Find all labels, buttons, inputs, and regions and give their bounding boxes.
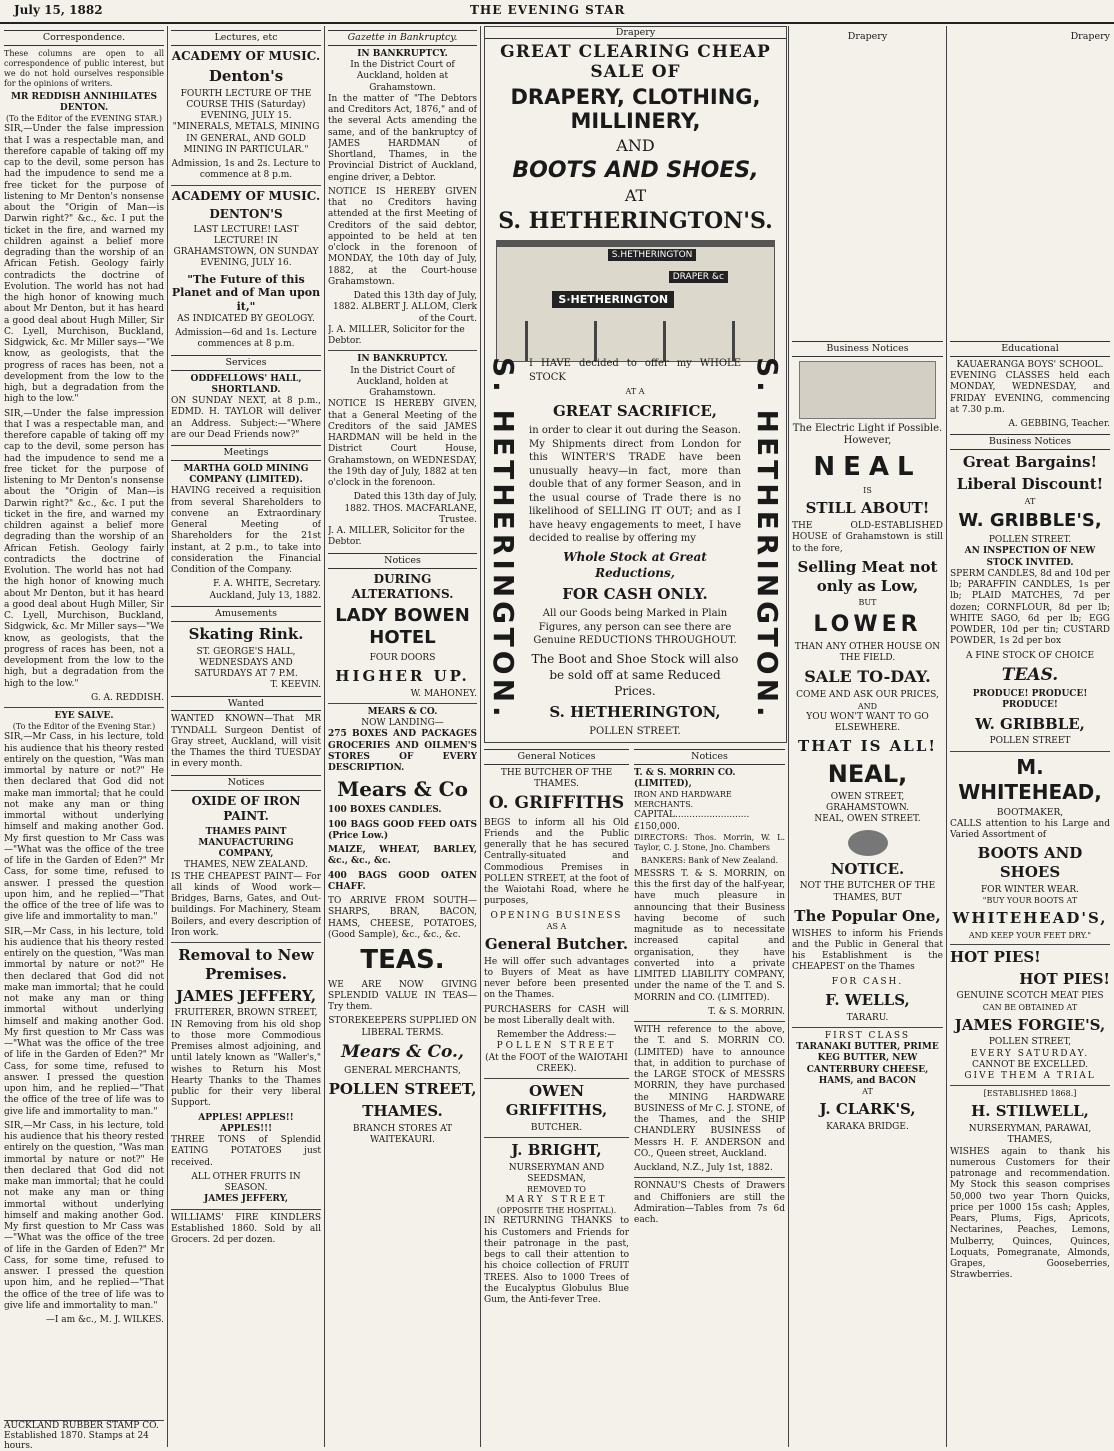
ad-heading: DRAPERY, CLOTHING, MILLINERY, xyxy=(510,85,761,133)
ad-heading: OWEN GRIFFITHS, xyxy=(505,1082,608,1119)
letter-body: SIR,—Mr Cass, in his lecture, told his audience that his theory rested entirely on the question, "Was man immortal by nature or not?" He then declared that God did not make man immortal; that he could not make any man or thing immortal without underlying himself and making another God. My first question to Mr Cass was—"What was the office of the tree of life in the Garden of Eden?" Mr Cass, for some time, refused to answer. I pressed the question upon him, and he replied—"That the office of the tree of life was to give life and immortality to man." xyxy=(4,732,164,923)
section-title: Notices xyxy=(171,775,321,791)
ad-text: FRUITERER, BROWN STREET, xyxy=(174,1008,318,1019)
ad-heading: HOT PIES! xyxy=(1019,969,1110,988)
ad-signature: T. & S. MORRIN. xyxy=(708,1006,785,1017)
ad-text: GIVE THEM A TRIAL xyxy=(964,1071,1096,1082)
ad-text: STOREKEEPERS SUPPLIED ON LIBERAL TERMS. xyxy=(328,1016,477,1038)
ad-text: All our Goods being Marked in Plain Figures, any person can see there are Genuine REDUCTIONS THROUGHOUT. xyxy=(533,608,737,647)
ad-text: WEDNESDAYS AND SATURDAYS AT 7 P.M. xyxy=(194,657,298,679)
ad-text: IN Removing from his old shop to those more Commodious Premises almost adjoining, and until lately known as "Waller's," wishes to Return his Most Hearty Thanks to the Thames public for their very liberal Support. xyxy=(171,1019,321,1109)
ad-heading: HOT PIES! xyxy=(950,947,1041,966)
ad-text: FOR WINTER WEAR. xyxy=(980,884,1080,895)
vertical-name: S. HETHERINGTON. xyxy=(751,357,784,721)
section-title: Gazette in Bankruptcy. xyxy=(328,30,477,46)
ad-heading: M. WHITEHEAD, xyxy=(958,754,1102,804)
ad-text: WILLIAMS' FIRE KINDLERS Established 1860. Sold by all Grocers. 2d per dozen. xyxy=(171,1212,321,1245)
ad-heading: HIGHER UP. xyxy=(335,666,470,685)
correspondence-column xyxy=(4,26,164,1447)
ad-heading: S. HETHERINGTON'S. xyxy=(498,208,773,234)
ad-heading: T. & S. MORRIN CO. (LIMITED), xyxy=(634,767,736,790)
ad-heading: The Popular One, xyxy=(794,906,941,925)
ad-text: DIRECTORS: Thos. Morrin, W. L. Taylor, C. J. Stone, Jno. Chambers xyxy=(634,832,785,852)
ad-heading: OXIDE OF IRON PAINT. xyxy=(191,793,301,823)
ad-text: Admission—6d and 1s. Lecture commences at 8 p.m. xyxy=(175,328,317,350)
section-title: Services xyxy=(171,355,321,371)
hetherington-body xyxy=(529,357,741,737)
ad-text: WE ARE NOW GIVING SPLENDID VALUE IN TEAS—Try them. xyxy=(328,979,477,1012)
ad-text: AT xyxy=(862,1087,873,1096)
letter-addressee: (To the Editor of the EVENING STAR.) xyxy=(5,114,163,124)
section-title: Drapery xyxy=(485,27,786,39)
ad-text: BOOTMAKER, xyxy=(996,807,1064,818)
ad-text: However, xyxy=(843,435,892,447)
ad-text: YOU WON'T WANT TO GO ELSEWHERE. xyxy=(806,711,929,733)
ad-text: AS A xyxy=(546,921,567,931)
ad-heading: O. GRIFFITHS xyxy=(488,793,625,814)
ad-text: OWEN STREET, GRAHAMSTOWN. xyxy=(826,791,909,813)
ad-text: BRANCH STORES AT WAITEKAURI. xyxy=(352,1123,453,1145)
ad-text: ALL OTHER FRUITS IN SEASON. xyxy=(191,1171,301,1193)
hetherington-ad xyxy=(484,26,787,743)
ad-text: MESSRS T. & S. MORRIN, on this the first day of the half-year, have much pleasure in announcing that their Business having become of such magnitude as to necessitate increased capital and organisation, they have converted into a private LIMITED LIABILITY COMPANY, under the name of the T. and S. MORRIN and CO. (LIMITED). xyxy=(634,868,785,1003)
section-title: Business Notices xyxy=(792,341,943,357)
ad-text: MARY STREET xyxy=(505,1195,608,1206)
ad-heading: NOTICE. xyxy=(830,859,905,878)
ad-text: Auckland, N.Z., July 1st, 1882. xyxy=(634,1163,773,1174)
ad-text: OPENING BUSINESS xyxy=(490,910,623,921)
ad-heading: SALE TO-DAY. xyxy=(804,667,931,687)
vertical-name: S. HETHERINGTON. xyxy=(487,357,520,721)
ad-text: IS THE CHEAPEST PAINT— For all kinds of Wood work—Bridges, Barns, Gates, and Out-buildings. For Machinery, Steam Boilers, and every description of Iron work. xyxy=(171,871,321,938)
ad-heading: W. GRIBBLE'S, xyxy=(958,509,1102,531)
ad-text: 100 BAGS GOOD FEED OATS (Price Low.) xyxy=(328,819,477,841)
ad-heading: TEAS. xyxy=(360,945,445,975)
ad-text: NURSERYMAN AND SEEDSMAN, xyxy=(508,1162,605,1184)
ad-signature: A. GEBBING, Teacher. xyxy=(1008,419,1110,429)
ad-heading: JAMES JEFFERY, xyxy=(175,986,317,1005)
ad-heading: F. WELLS, xyxy=(825,990,910,1009)
ad-text: ST. GEORGE'S HALL, xyxy=(196,646,296,657)
ad-heading: STILL ABOUT! xyxy=(805,499,930,518)
letter-signature: G. A. REDDISH. xyxy=(90,692,164,703)
column-rule xyxy=(788,26,789,1447)
ad-heading: NEAL xyxy=(813,451,922,482)
ad-text: He will offer such advantages to Buyers of Meat as have never before been presented on the Thames. xyxy=(484,956,629,1001)
ad-heading: Liberal Discount! xyxy=(956,474,1104,493)
general-notices-column xyxy=(484,745,629,1447)
ad-heading: MEARS & CO. xyxy=(367,706,438,717)
ad-text: AND xyxy=(616,136,655,155)
ad-text: THE BUTCHER OF THE THAMES. xyxy=(500,767,613,790)
ad-text: (OPPOSITE THE HOSPITAL). xyxy=(496,1206,617,1216)
ad-text: (At the FOOT of the WAIOTAHI CREEK). xyxy=(485,1052,628,1074)
ad-text: THE OLD-ESTABLISHED HOUSE of Grahamstown is still to the fore, xyxy=(792,521,943,554)
ad-text: AT xyxy=(624,186,647,205)
ad-heading: W. GRIBBLE, xyxy=(975,714,1085,733)
ad-text: THAN ANY OTHER HOUSE ON THE FIELD. xyxy=(794,641,941,663)
ad-heading: NEAL, xyxy=(827,759,908,788)
ad-text: APPLES! APPLES!! APPLES!!! xyxy=(198,1112,294,1134)
masthead: THE EVENING STAR xyxy=(470,3,626,17)
ad-text: EVERY SATURDAY. xyxy=(970,1048,1090,1059)
ad-text: FOR CASH. xyxy=(831,976,904,987)
ad-text: MAIZE, WHEAT, BARLEY, &c., &c., &c. xyxy=(328,845,477,867)
section-title: Educational xyxy=(950,341,1110,357)
ad-text: CAN BE OBTAINED AT xyxy=(982,1002,1078,1012)
letter-addressee: (To the Editor of the Evening Star.) xyxy=(12,722,156,732)
ad-heading: BOOTS AND SHOES xyxy=(977,844,1083,882)
ad-text: NOTICE IS HEREBY GIVEN that no Creditors having attended at the first Meeting of Creditors of the said debtor, appointed to be held at ten o'clock in the forenoon of MONDAY, the 10th day of July, 1882, at the Court-house Grahamstown. xyxy=(328,186,477,287)
page-header xyxy=(0,0,1114,24)
ad-heading: WHITEHEAD'S, xyxy=(952,909,1108,928)
ad-text: THREE TONS of Splendid EATING POTATOES just received. xyxy=(171,1135,321,1168)
ad-heading: Whole Stock at Great Reductions, xyxy=(563,549,707,580)
ad-text: The Electric Light if Possible. xyxy=(792,422,943,434)
letter-title: MR REDDISH ANNIHILATES DENTON. xyxy=(10,91,158,114)
ad-text: NOW LANDING— xyxy=(361,718,444,728)
ad-text: REMOVED TO xyxy=(527,1185,586,1195)
ad-text: 400 BAGS GOOD OATEN CHAFF. xyxy=(328,870,477,892)
letter-title: EYE SALVE. xyxy=(54,711,114,722)
morrin-notices-column xyxy=(634,745,785,1447)
ad-heading: KAUAERANGA BOYS' SCHOOL. xyxy=(956,359,1104,370)
ad-heading: ACADEMY OF MUSIC. xyxy=(171,48,321,63)
ad-text: POLLEN STREET. xyxy=(988,535,1072,546)
ad-text: IN RETURNING THANKS to his Customers and Friends for their patronage in the past, begs to call their attention to his choice collection of FRUIT TREES. Also to 1000 Trees of the Eucalyptus Globulus Blue Gum, the Anti-fever Tree. xyxy=(484,1216,629,1306)
ad-heading: THAT IS ALL! xyxy=(798,737,937,755)
ad-text: POLLEN STREET xyxy=(989,736,1071,747)
section-title: Business Notices xyxy=(950,434,1110,450)
ad-text: GENERAL MERCHANTS, xyxy=(344,1066,461,1076)
ad-text: TO ARRIVE FROM SOUTH—SHARPS, BRAN, BACON, HAMS, CHEESE, POTATOES, (Good Sample), &c., &c., &c. xyxy=(328,896,477,940)
letter-signature: —I am &c., M. J. WILKES. xyxy=(45,1315,164,1326)
ad-text: In the District Court of Auckland, holden at Grahamstown. xyxy=(350,60,455,93)
ad-text: CAPITAL..........................£150,000. xyxy=(634,810,750,832)
section-title: Drapery xyxy=(847,31,888,42)
ad-heading: Selling Meat not only as Low, xyxy=(797,557,938,595)
section-title: Wanted xyxy=(171,696,321,712)
section-title: Meetings xyxy=(171,445,321,461)
issue-date: July 15, 1882 xyxy=(14,3,103,17)
store-sign: S·HETHERINGTON xyxy=(552,291,674,308)
column-rule xyxy=(480,26,481,1447)
ad-text: AT xyxy=(1024,496,1036,506)
section-title: Drapery xyxy=(1070,31,1110,42)
rubber-stamp-ad: AUCKLAND RUBBER STAMP CO. Established 1870. Stamps at 24 hours. xyxy=(4,1420,164,1451)
ad-text: WISHES again to thank his numerous Customers for their patronage and recommendation. My Stock this season comprises 50,000 two year Thorn Quicks, price per 1000 15s cash; Apples, Pears, Plums, Figs, Apricots, Nectarines, Peaches, Lemons, Mulberry, Quinces, Quinces, Loquats, Pomegranate, Almonds, Grapes, Gooseberries, Strawberries. xyxy=(950,1146,1110,1281)
ad-text: CANNOT BE EXCELLED. xyxy=(972,1059,1088,1070)
ad-text: in order to clear it out during the Season. My Shipments direct from London for this WINTER'S TRADE have been unusually heavy—in fact, more than double that of any former Season, and in the usual course of Trade there is no likelihood of SELLING IT OUT; and as I have heavy engagements to meet, I have decided to realise by offering my xyxy=(529,425,741,545)
section-title: Amusements xyxy=(171,606,321,622)
ad-text: FOURTH LECTURE OF THE COURSE THIS (Saturday) EVENING, JULY 15. "MINERALS, METALS, MINING IN GENERAL, AND GOLD MINING IN PARTICULAR." xyxy=(172,88,320,155)
mears-logo: Mears & Co xyxy=(337,777,468,802)
ad-text: "BUY YOUR BOOTS AT xyxy=(982,896,1078,906)
ad-signature: J. A. MILLER, Solicitor for the Debtor. xyxy=(328,324,465,347)
ad-heading: BOOTS AND SHOES, xyxy=(512,158,759,183)
store-sign: S.HETHERINGTON xyxy=(608,249,697,261)
ad-text: TARANAKI BUTTER, PRIME KEG BUTTER, NEW CANTERBURY CHEESE, HAMS, and BACON xyxy=(796,1042,939,1086)
educational-column xyxy=(950,26,1110,1447)
letter-body: SIR,—Under the false impression that I was a respectable man, and therefore capable of taking off my cap to the devil, some person has had the impudence to send me a free ticket for the purpose of listening to Mr Denton's nonsense about the "Origin of Man—is Darwin right?" &c., &c. I put the ticket in the fire, and warned my children against a belief more degrading than the worship of an African Fetish. Geology fairly contradicts the doctrine of Evolution. The world has not had the high honor of knowing much about Mr Denton, but it has heard a good deal about Hugh Miller, Sir C. Lyell, Murchison, Buckland, Sidgwick, &c. Mr Miller says—"We know, as geologists, that the progress of races has been, not a development from the low to the high, but a degradation from the high to the low." xyxy=(4,124,164,405)
ad-text: RONNAU'S Chests of Drawers and Chiffoniers are still the Admiration—Tables from 7s 6d each. xyxy=(634,1181,785,1226)
ad-text: LAST LECTURE! LAST LECTURE! IN GRAHAMSTOWN, ON SUNDAY EVENING, JULY 16. xyxy=(173,224,319,269)
ad-text: AND KEEP YOUR FEET DRY." xyxy=(968,930,1092,940)
ad-text: POLLEN STREET, xyxy=(988,1037,1072,1048)
store-sign: DRAPER &c xyxy=(669,271,728,283)
ad-heading: Skating Rink. xyxy=(188,624,304,643)
sheep-illustration xyxy=(848,830,888,856)
ad-text: TARARU. xyxy=(846,1012,889,1023)
ad-heading: H. STILWELL, xyxy=(971,1102,1089,1121)
ad-heading: "The Future of this Planet and of Man upon it," xyxy=(171,272,321,314)
section-title: General Notices xyxy=(484,749,629,765)
ad-text: IS xyxy=(863,486,872,496)
gazette-column xyxy=(328,26,477,1447)
ad-heading: Mears & Co., xyxy=(341,1041,464,1062)
ad-text: THAMES, NEW ZEALAND. xyxy=(184,860,308,871)
ad-text: AS INDICATED BY GEOLOGY. xyxy=(177,313,315,324)
ad-heading: JAMES FORGIE'S, xyxy=(954,1015,1106,1034)
ad-text: SPERM CANDLES, 8d and 10d per lb; PARAFFIN CANDLES, 1s per lb; PLAID MATCHES, 7d per dozen; CORNFLOUR, 8d per lb; WHITE SAGO, 6d per lb; EGG POWDER, 10d per tin; CUSTARD POWDER, 1s 2d per box xyxy=(950,568,1110,647)
section-title: Notices xyxy=(634,749,785,765)
ad-text: BEGS to inform all his Old Friends and the Public generally that he has secured Centrally-situated and Commodious Premises in POLLEN STREET, at the foot of the Waiotahi Road, where he purposes, xyxy=(484,817,629,907)
ad-signature: Dated this 13th day of July, 1882. THOS. MACFARLANE, Trustee. xyxy=(344,492,477,525)
ad-heading: IN BANKRUPTCY. xyxy=(357,48,448,59)
ad-signature: JAMES JEFFERY, xyxy=(203,1194,289,1205)
ad-text: FIRST CLASS xyxy=(824,1030,911,1041)
column-rule xyxy=(946,26,947,1447)
ad-heading: TEAS. xyxy=(1001,664,1059,685)
ad-text: NEAL, OWEN STREET. xyxy=(814,814,921,825)
ad-text: BUT xyxy=(858,598,877,608)
ad-text: HAVING received a requisition from several Shareholders to convene an Extraordinary General Meeting of Shareholders for the 21st instant, at 2 p.m., to take into consideration the Financial Condition of the Company. xyxy=(171,486,321,576)
ad-text: BANKERS: Bank of New Zealand. xyxy=(640,855,779,865)
ad-text: NURSERYMAN, PARAWAI, THAMES, xyxy=(968,1124,1092,1146)
ad-text: 275 BOXES AND PACKAGES GROCERIES AND OILMEN'S STORES OF EVERY DESCRIPTION. xyxy=(328,729,477,773)
cattle-illustration xyxy=(799,361,937,419)
disclaimer: These columns are open to all correspondence of public interest, but we do not hold ourselves responsible for the opinions of writers. xyxy=(4,48,164,88)
ad-text: WISHES to inform his Friends and the Public in General that his Establishment is the CHEAPEST on the Thames xyxy=(792,928,943,973)
ad-heading: DURING ALTERATIONS. xyxy=(351,571,454,601)
ad-signature: W. MAHONEY. xyxy=(410,688,477,699)
ad-text: POLLEN STREET xyxy=(496,1041,617,1052)
ad-heading: MARTHA GOLD MINING COMPANY (LIMITED). xyxy=(183,463,309,486)
ad-heading: POLLEN STREET, xyxy=(328,1080,477,1099)
ad-text: AN INSPECTION OF NEW STOCK INVITED. xyxy=(964,546,1096,568)
ad-text: ON SUNDAY NEXT, at 8 p.m., EDMD. H. TAYLOR will deliver an Address. Subject:—"Where are our Dead Friends now?" xyxy=(171,396,321,440)
ad-text: POLLEN STREET. xyxy=(589,726,681,737)
ad-heading: GREAT SACRIFICE, xyxy=(552,401,718,420)
ad-text: BUTCHER. xyxy=(530,1122,583,1133)
ad-heading: ACADEMY OF MUSIC. xyxy=(171,188,321,203)
ad-text: AT A xyxy=(625,387,645,396)
ad-text: KARAKA BRIDGE. xyxy=(826,1121,909,1132)
ad-text: A FINE STOCK OF CHOICE xyxy=(965,650,1095,661)
ad-heading: General Butcher. xyxy=(484,934,629,953)
ad-text: In the District Court of Auckland, holden at Grahamstown. xyxy=(350,365,455,399)
column-rule xyxy=(324,26,325,1447)
storefront-illustration xyxy=(496,240,775,362)
letter-body: SIR,—Mr Cass, in his lecture, told his audience that his theory rested entirely on the question, "Was man immortal by nature or not?" He then declared that God did not make man immortal; that he could not make any man or thing immortal without underlying himself and making another God. My first question to Mr Cass was—"What was the office of the tree of life in the Garden of Eden?" Mr Cass, for some time, refused to answer. I pressed the question upon him, and he replied—"That the office of the tree of life was to give life and immortality to man." xyxy=(4,1120,164,1311)
ad-text: I HAVE decided to offer my WHOLE STOCK xyxy=(529,358,741,383)
section-title: Notices xyxy=(328,553,477,569)
ad-text: NOT THE BUTCHER OF THE THAMES, BUT xyxy=(799,881,936,903)
ad-text: EVENING CLASSES held each MONDAY, WEDNESDAY, and FRIDAY EVENING, commencing at 7.30 p.m. xyxy=(950,371,1110,415)
ad-heading: Removal to New Premises. xyxy=(178,946,314,983)
ad-signature: Dated this 13th day of July, 1882. ALBERT J. ALLOM, Clerk of the Court. xyxy=(332,291,477,324)
ad-text: 100 BOXES CANDLES. xyxy=(328,805,442,816)
ad-text: GENUINE SCOTCH MEAT PIES xyxy=(956,991,1104,1002)
ad-text: NOTICE IS HEREBY GIVEN, that a General Meeting of the Creditors of the said JAMES HARDMAN will be held in the District Court House, Grahamstown, on WEDNESDAY, the 19th day of July, 1882 at ten o'clock in the forenoon. xyxy=(328,399,477,489)
letter-body: SIR,—Mr Cass, in his lecture, told his audience that his theory rested entirely on the question, "Was man immortal by nature or not?" He then declared that God did not make man immortal; that he could not make any man or thing immortal without underlying himself and making another God. My first question to Mr Cass was—"What was the office of the tree of life in the Garden of Eden?" Mr Cass, for some time, refused to answer. I pressed the question upon him, and he replied—"That the office of the tree of life was to give life and immortality to man." xyxy=(4,926,164,1117)
ad-heading: LOWER xyxy=(813,612,922,638)
ad-heading: IN BANKRUPTCY. xyxy=(357,354,448,365)
lectures-column xyxy=(171,26,321,1447)
ad-heading: J. CLARK'S, xyxy=(819,1100,916,1118)
ad-heading: GREAT CLEARING CHEAP SALE OF xyxy=(500,42,771,82)
ad-text: Remember the Address:— xyxy=(496,1030,617,1041)
ad-heading: Great Bargains! xyxy=(962,453,1098,472)
ad-text: THAMES PAINT MANUFACTURING COMPANY, xyxy=(198,826,294,859)
ad-text: FOUR DOORS xyxy=(369,652,436,663)
ad-signature: J. A. MILLER, Solicitor for the Debtor. xyxy=(328,526,465,548)
ad-heading: LADY BOWEN HOTEL xyxy=(335,604,470,648)
ad-text: In the matter of "The Debtors and Creditors Act, 1876," and of the several Acts amending the same, and of the bankruptcy of JAMES HARDMAN of Shortland, Thames, in the Provincial District of Auckland, engine driver, a Debtor. xyxy=(328,93,477,183)
ad-text: CALLS attention to his Large and Varied Assortment of xyxy=(950,818,1110,841)
ad-text: WITH reference to the above, the T. and S. MORRIN CO. (LIMITED) have to announce that, in addition to purchase of the LARGE STOCK of MESSRS MORRIN, they have purchased the MINING HARDWARE BUSINESS of Mr C. J. STONE, of the Thames, and the SHIP CHANDLERY BUSINESS of Messrs H. F. ANDERSON and CO., Queen street, Auckland. xyxy=(634,1025,785,1159)
ad-signature: T. KEEVIN. xyxy=(270,680,321,691)
ad-heading: THAMES. xyxy=(362,1102,443,1120)
ad-text: COME AND ASK OUR PRICES, xyxy=(796,690,939,701)
ad-text: The Boot and Shoe Stock will also be sold off at same Reduced Prices. xyxy=(531,651,739,699)
ad-text: IRON AND HARDWARE MERCHANTS. xyxy=(634,790,732,810)
ad-heading: FOR CASH ONLY. xyxy=(562,584,708,603)
section-title: Correspondence. xyxy=(4,30,164,46)
section-title: Lectures, etc xyxy=(171,30,321,46)
ad-signature: F. A. WHITE, Secretary. Auckland, July 13, 1882. xyxy=(209,579,321,601)
ad-text: [ESTABLISHED 1868.] xyxy=(983,1089,1077,1099)
column-rule xyxy=(167,26,168,1447)
ad-text: Admission, 1s and 2s. Lecture to commence at 8 p.m. xyxy=(171,159,321,181)
business-notices-column xyxy=(792,26,943,1447)
ad-text: PURCHASERS for CASH will be most Liberally dealt with. xyxy=(484,1004,629,1026)
ad-text: AND xyxy=(857,701,878,711)
ad-text: WANTED KNOWN—That MR TYNDALL Surgeon Dentist of Gray street, Auckland, will visit the Thames the third TUESDAY in every month. xyxy=(171,714,321,770)
ad-heading: ODDFELLOWS' HALL, SHORTLAND. xyxy=(190,373,302,395)
ad-text: PRODUCE! PRODUCE! PRODUCE! xyxy=(972,689,1088,711)
letter-body: SIR,—Under the false impression that I was a respectable man, and therefore capable of taking off my cap to the devil, some person has had the impudence to send me a free ticket for the purpose of listening to Mr Denton's nonsense about the "Origin of Man—is Darwin right?" &c., &c. I put the ticket in the fire, and warned my children against a belief more degrading than the worship of an African Fetish. Geology fairly contradicts the doctrine of Evolution. The world has not had the high honor of knowing much about Mr Denton, but it has heard a good deal about Hugh Miller, Sir C. Lyell, Murchison, Buckland, Sidgwick, &c. Mr Miller says—"We know, as geologists, that the progress of races has been, not a development from the low to the high, but a degradation from the high to the low." xyxy=(4,408,164,689)
ad-heading: S. HETHERINGTON, xyxy=(549,703,721,722)
ad-heading: J. BRIGHT, xyxy=(511,1140,602,1159)
ad-heading: Denton's xyxy=(208,66,284,85)
ad-heading: DENTON'S xyxy=(209,206,283,221)
